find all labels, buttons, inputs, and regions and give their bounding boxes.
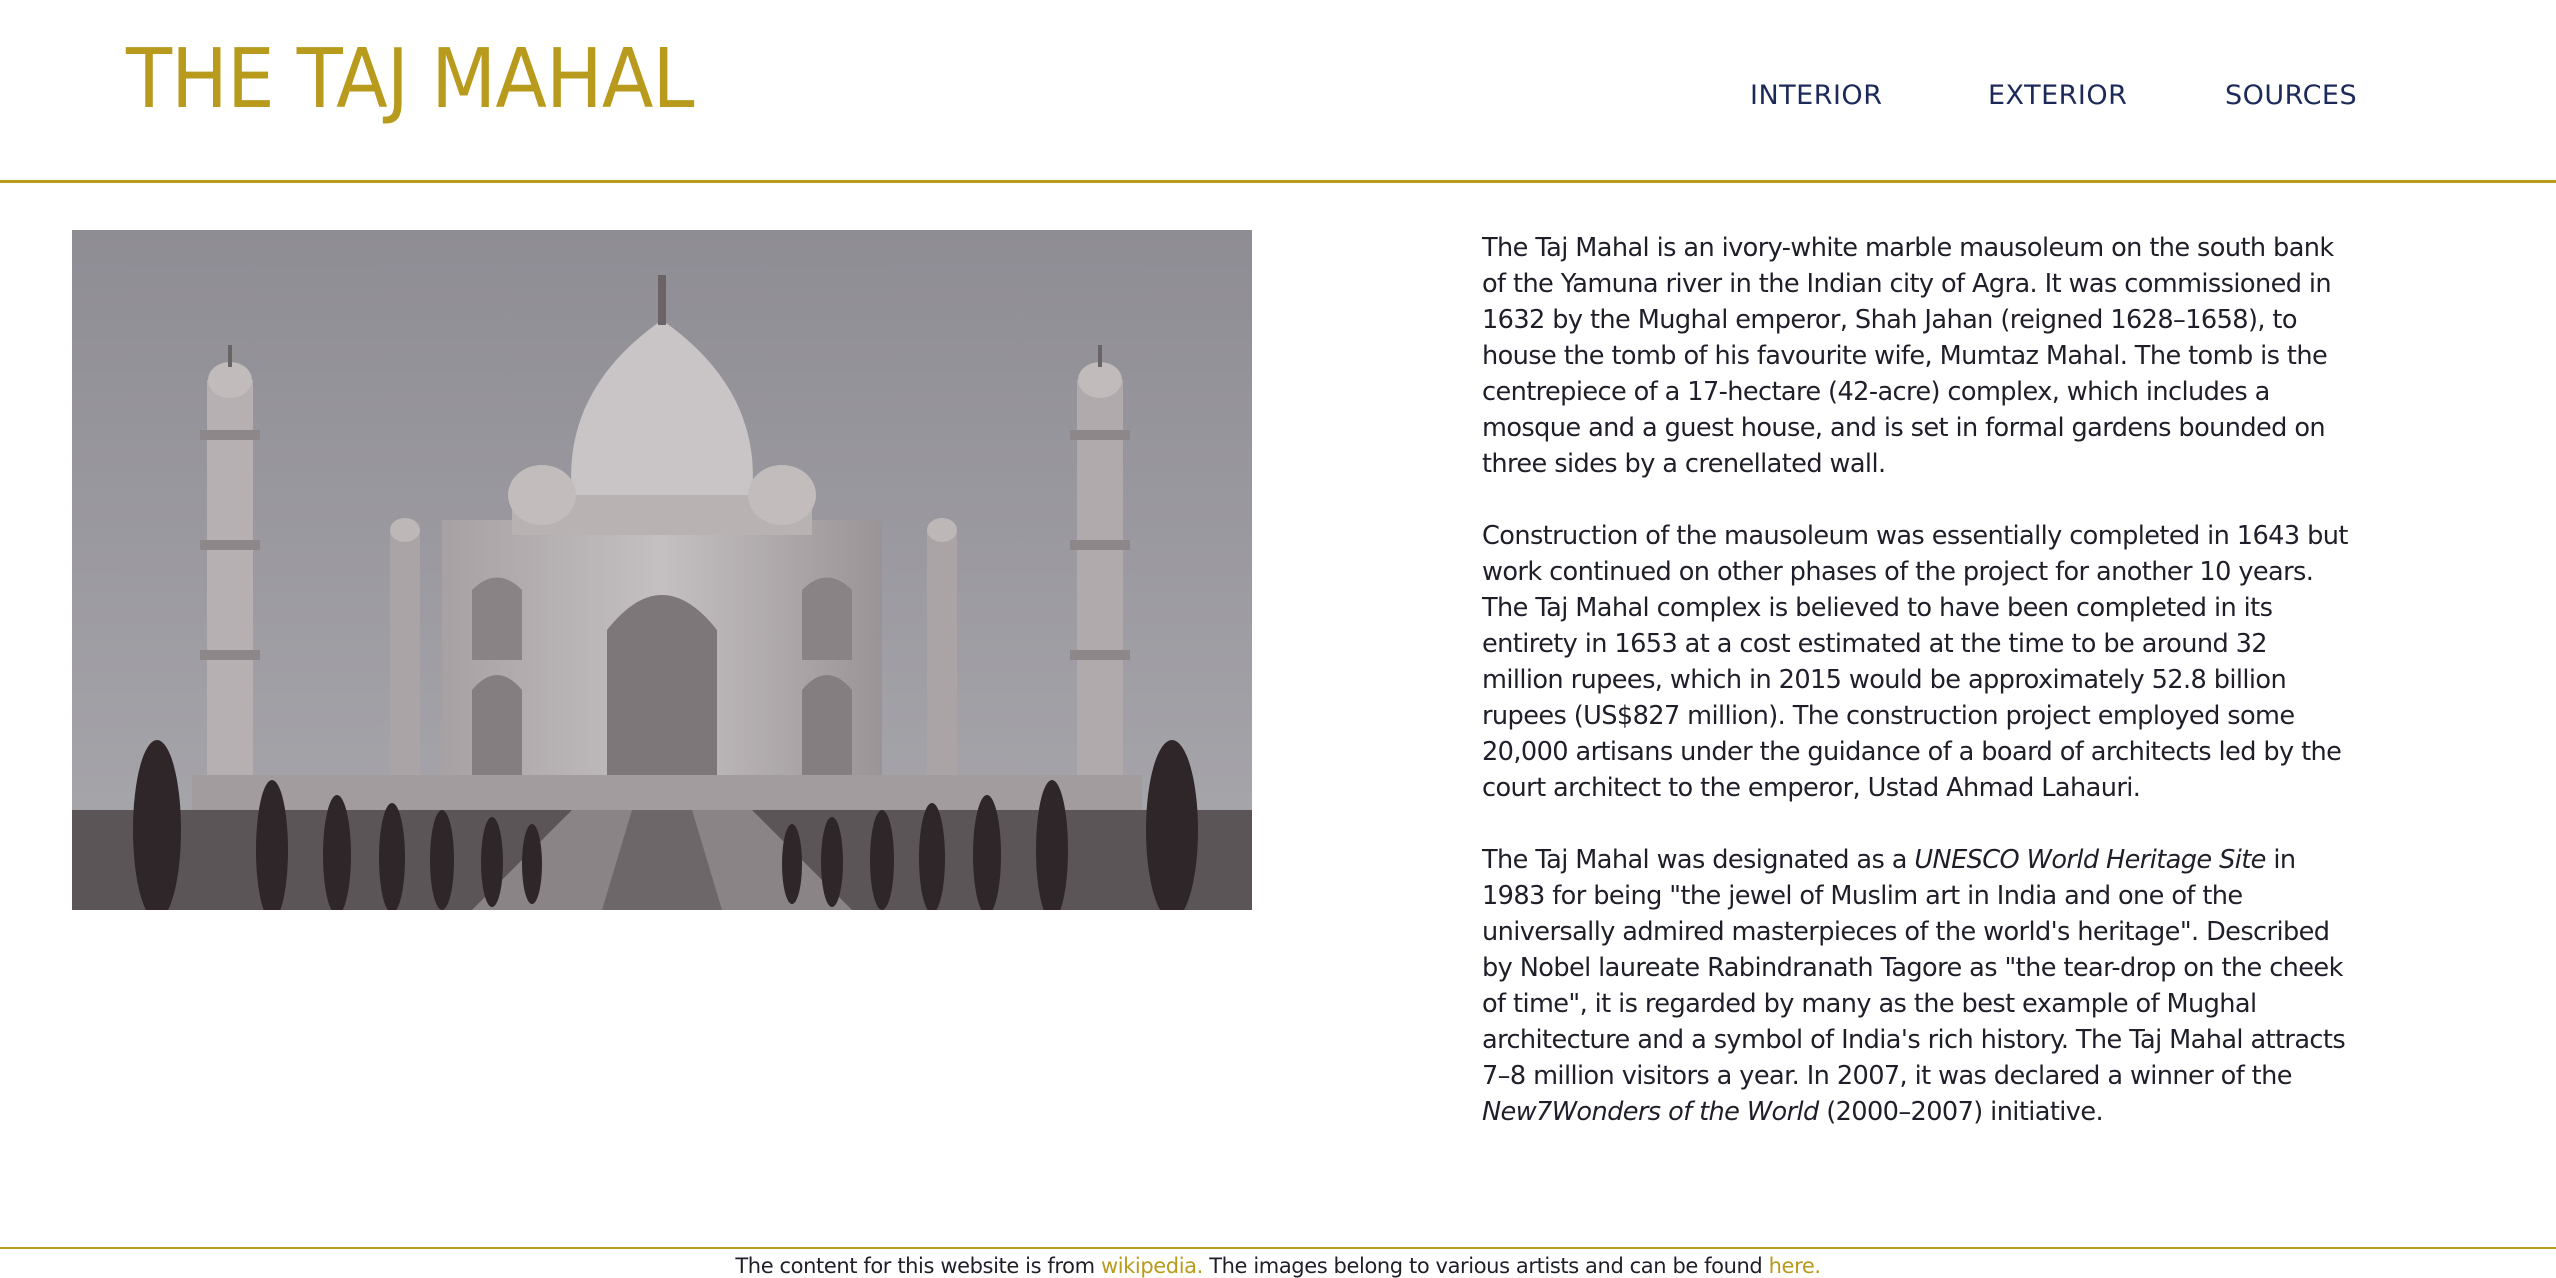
taj-mahal-illustration: [72, 230, 1252, 910]
main-nav: [0, 80, 2556, 120]
taj-mahal-photo: [72, 230, 1252, 910]
article-text: [1482, 230, 2352, 1166]
unesco-emphasis: UNESCO World Heritage Site: [1914, 845, 2266, 875]
nav-link-exterior[interactable]: EXTERIOR: [1988, 80, 2128, 111]
paragraph-heritage: [1482, 842, 2352, 1130]
paragraph-construction: Construction of the mausoleum was essentially completed in 1643 but work continued on other phases of the project for another 10 years. The Taj Mahal complex is believed to have been completed in its entirety in 1653 at a cost estimated at the time to be around 32 million rupees, which in 2015 would be approximately 52.8 billion rupees (US$827 million). The construction project employed some 20,000 artisans under the guidance of a board of architects led by the court architect to the emperor, Ustad Ahmad Lahauri.: [1482, 521, 2348, 803]
site-footer: [0, 1247, 2556, 1278]
site-header: [0, 0, 2556, 183]
footer-text-b: The images belong to various artists and can be found: [1202, 1254, 1769, 1278]
nav-link-sources[interactable]: SOURCES: [2225, 80, 2358, 111]
paragraph-heritage-part-a: The Taj Mahal was designated as a: [1482, 845, 1915, 875]
paragraph-intro: The Taj Mahal is an ivory-white marble mausoleum on the south bank of the Yamuna river in the Indian city of Agra. It was commissioned in 1632 by the Mughal emperor, Shah Jahan (reigned 1628–1658), to house the tomb of his favourite wife, Mumtaz Mahal. The tomb is the centrepiece of a 17-hectare (42-acre) complex, which includes a mosque and a guest house, and is set in formal gardens bounded on three sides by a crenellated wall.: [1482, 233, 2334, 479]
paragraph-heritage-part-c: (2000–2007) initiative.: [1818, 1097, 2104, 1127]
site-title: THE TAJ MAHAL: [126, 32, 694, 127]
nav-link-interior[interactable]: INTERIOR: [1750, 80, 1883, 111]
footer-link-wikipedia[interactable]: wikipedia.: [1100, 1254, 1203, 1278]
paragraph-heritage-part-b: in 1983 for being "the jewel of Muslim art in India and one of the universally admired masterpieces of the world's heritage". Described by Nobel laureate Rabindranath Tagore as "the tear-drop on the cheek of time", it is regarded by many as the best example of Mughal architecture and a symbol of India's rich history. The Taj Mahal attracts 7–8 million visitors a year. In 2007, it was declared a winner of the: [1482, 845, 2346, 1091]
footer-link-here[interactable]: here.: [1768, 1254, 1821, 1278]
footer-text-a: The content for this website is from: [735, 1254, 1101, 1278]
new7wonders-emphasis: New7Wonders of the World: [1482, 1097, 1819, 1127]
